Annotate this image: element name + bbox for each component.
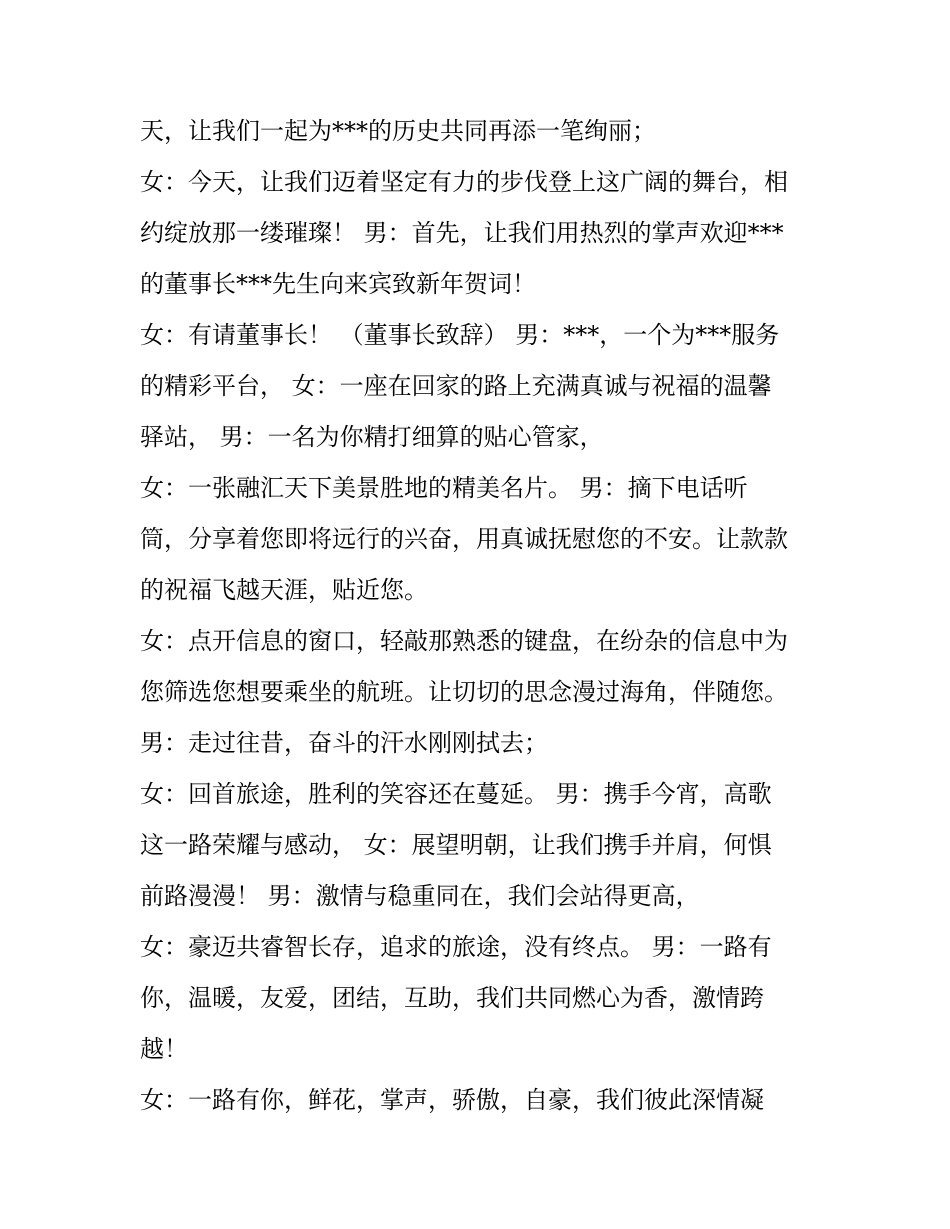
text-line: 约绽放那一缕璀璨！ 男：首先，让我们用热烈的掌声欢迎*** bbox=[140, 219, 784, 247]
text-line: 女：豪迈共睿智长存，追求的旅途，没有终点。 男：一路有 bbox=[140, 933, 772, 961]
text-line: 前路漫漫！ 男：激情与稳重同在，我们会站得更高， bbox=[140, 882, 700, 910]
text-line: 女：有请董事长！ （董事长致辞） 男：***，一个为***服务 bbox=[140, 321, 780, 349]
text-line: 的精彩平台， 女：一座在回家的路上充满真诚与祝福的温馨 bbox=[140, 372, 772, 400]
text-line: 女：一路有你，鲜花，掌声，骄傲，自豪，我们彼此深情凝 bbox=[140, 1086, 764, 1114]
document-body bbox=[140, 106, 830, 1126]
text-line: 女：今天，让我们迈着坚定有力的步伐登上这广阔的舞台，相 bbox=[140, 168, 788, 196]
text-line: 这一路荣耀与感动， 女：展望明朝，让我们携手并肩，何惧 bbox=[140, 831, 772, 859]
text-line: 驿站， 男：一名为你精打细算的贴心管家， bbox=[140, 423, 604, 451]
text-line: 女：点开信息的窗口，轻敲那熟悉的键盘，在纷杂的信息中为 bbox=[140, 627, 788, 655]
text-line: 的祝福飞越天涯，贴近您。 bbox=[140, 576, 428, 604]
text-line: 男：走过往昔，奋斗的汗水刚刚拭去； bbox=[140, 729, 548, 757]
text-line: 越！ bbox=[140, 1035, 188, 1063]
text-line: 女：回首旅途，胜利的笑容还在蔓延。 男：携手今宵，高歌 bbox=[140, 780, 772, 808]
text-line: 天，让我们一起为***的历史共同再添一笔绚丽； bbox=[140, 117, 656, 145]
text-line: 筒，分享着您即将远行的兴奋，用真诚抚慰您的不安。让款款 bbox=[140, 525, 788, 553]
text-line: 你，温暖，友爱，团结，互助，我们共同燃心为香，激情跨 bbox=[140, 984, 764, 1012]
text-line: 您筛选您想要乘坐的航班。让切切的思念漫过海角，伴随您。 bbox=[140, 678, 788, 706]
text-line: 的董事长***先生向来宾致新年贺词！ bbox=[140, 270, 536, 298]
text-line: 女：一张融汇天下美景胜地的精美名片。 男：摘下电话听 bbox=[140, 474, 748, 502]
